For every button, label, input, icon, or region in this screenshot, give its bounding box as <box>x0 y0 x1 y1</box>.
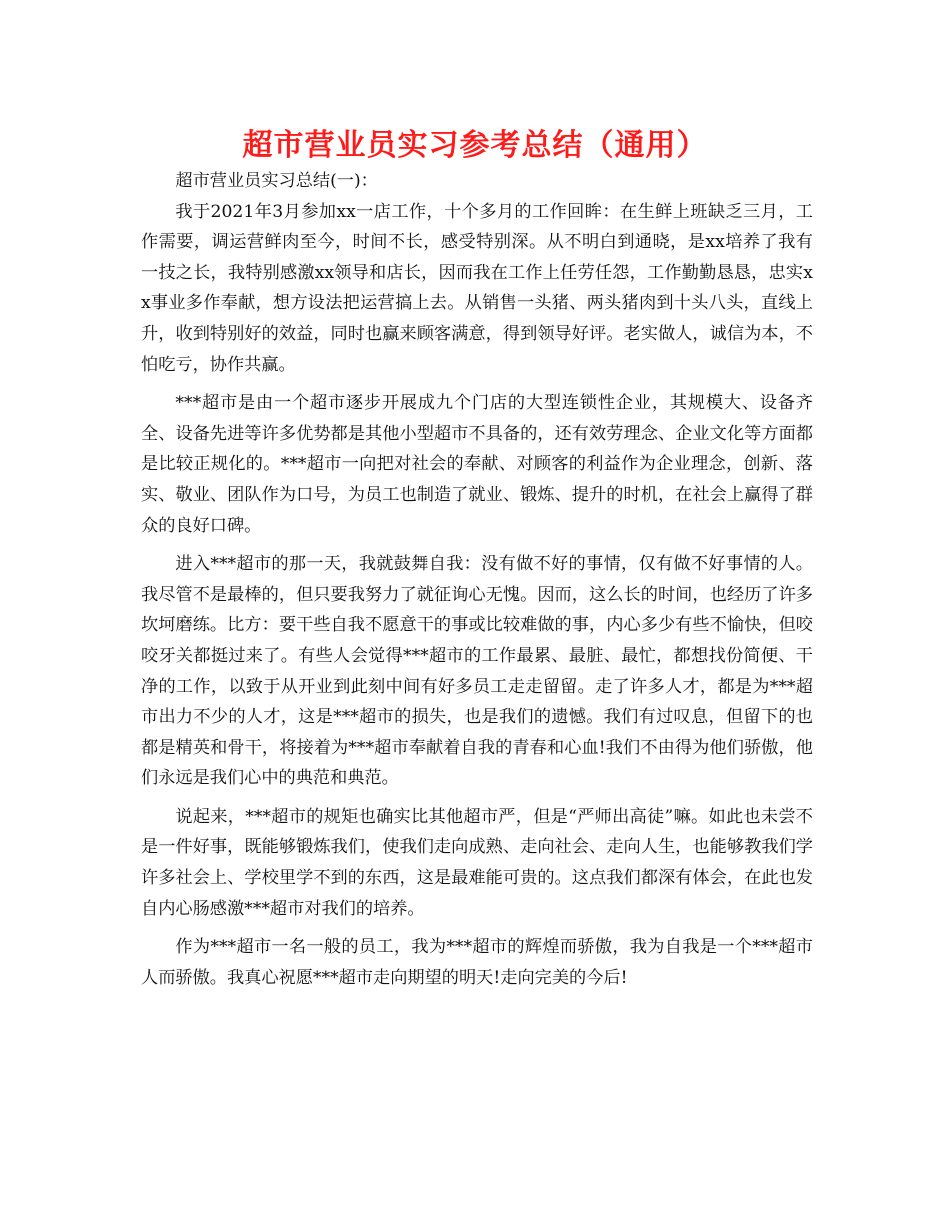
document-title: 超市营业员实习参考总结（通用） <box>242 128 708 163</box>
paragraph-strict-rules: 说起来，***超市的规矩也确实比其他超市严，但是“严师出高徒”嘛。如此也未尝不是一件好事，既能够锻炼我们，使我们走向成熟、走向社会、走向人生，也能够教我们学许多社会上、学校里学不到的东西，这是最难能可贵的。这点我们都深有体会，在此也发自内心肠感激***超市对我们的培养。 <box>141 806 813 919</box>
paragraph-work-review: 我于2021年3月参加xx一店工作，十个多月的工作回眸：在生鲜上班缺乏三月，工作需要，调运营鲜肉至今，时间不长，感受特别深。从不明白到通晓，是xx培养了我有一技之长，我特别感激xx领导和店长，因而我在工作上任劳任怨，工作勤勤恳恳，忠实xx事业多作奉献，想方设法把运营搞上去。从销售一头猪、两头猪肉到十头八头，直线上升，收到特别好的效益，同时也赢来顾客满意，得到领导好评。老实做人，诚信为本，不怕吃亏，协作共赢。 <box>141 201 813 375</box>
paragraph-closing: 作为***超市一名一般的员工，我为***超市的辉煌而骄傲，我为自我是一个***超市人而骄傲。我真心祝愿***超市走向期望的明天!走向完美的今后! <box>141 937 813 988</box>
document-body <box>141 166 813 993</box>
paragraph-company-intro: ***超市是由一个超市逐步开展成九个门店的大型连锁性企业，其规模大、设备齐全、设备先进等许多优势都是其他小型超市不具备的，还有效劳理念、企业文化等方面都是比较正规化的。***超市一向把对社会的奉献、对顾客的利益作为企业理念，创新、落实、敬业、团队作为口号，为员工也制造了就业、锻炼、提升的时机，在社会上赢得了群众的良好口碑。 <box>141 393 813 536</box>
paragraph-heading: 超市营业员实习总结(一)： <box>175 171 378 191</box>
paragraph-self-encouragement: 进入***超市的那一天，我就鼓舞自我：没有做不好的事情，仅有做不好事情的人。我尽管不是最棒的，但只要我努力了就征询心无愧。因而，这么长的时间，也经历了许多坎坷磨练。比方：要干些自我不愿意干的事或比较难做的事，内心多少有些不愉快，但咬咬牙关都挺过来了。有些人会觉得***超市的工作最累、最脏、最忙，都想找份简便、干净的工作，以致于从开业到此刻中间有好多员工走走留留。走了许多人才，都是为***超市出力不少的人才，这是***超市的损失，也是我们的遗憾。我们有过叹息，但留下的也都是精英和骨干，将接着为***超市奉献着自我的青春和心血!我们不由得为他们骄傲，他们永远是我们心中的典范和典范。 <box>141 554 813 789</box>
